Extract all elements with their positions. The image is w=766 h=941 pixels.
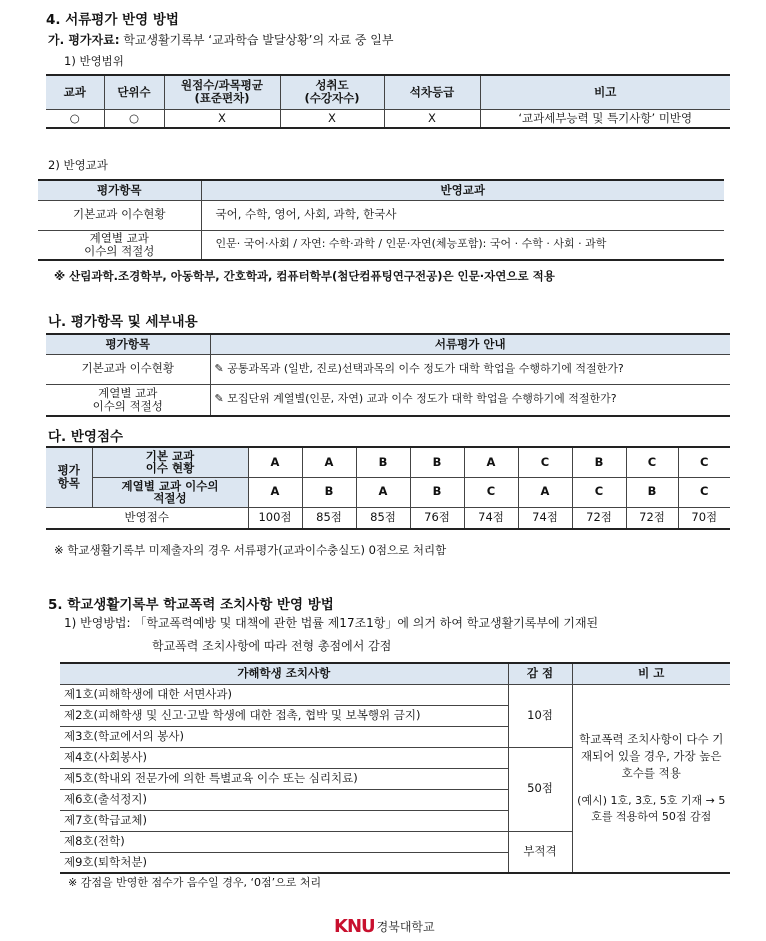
grade-cell: A (464, 447, 518, 477)
subject-item: 기본교과 이수현황 (38, 200, 201, 230)
violence-table (60, 662, 730, 874)
criteria-row (46, 384, 730, 416)
score-cell: 74점 (464, 507, 518, 529)
grade-cell: B (626, 477, 678, 507)
grade-cell: B (410, 477, 464, 507)
score-cell: 72점 (572, 507, 626, 529)
subject-content: 인문· 국어·사회 / 자연: 수학·과학 / 인문·자연(체능포함): 국어 · 수학 · 사회 · 과학 (201, 230, 724, 260)
violence-row (60, 684, 730, 705)
grade-cell: B (356, 447, 410, 477)
range-header-cell: 석차등급 (384, 75, 480, 109)
score-note: ※ 학교생활기록부 미제출자의 경우 서류평가(교과이수충실도) 0점으로 처리함 (54, 543, 447, 557)
subject-header-cell: 평가항목 (38, 180, 201, 200)
measure-item: 제3호(학교에서의 봉사) (60, 726, 508, 747)
criteria-table (46, 333, 730, 417)
violence-table-header (60, 663, 730, 684)
violence-header-cell: 가해학생 조치사항 (60, 663, 508, 684)
subject-header-cell: 반영교과 (201, 180, 724, 200)
range-header-cell: 교과 (46, 75, 104, 109)
eval-item-group-label: 평가 항목 (46, 447, 92, 507)
eval-material-label: 가. 평가자료: (48, 33, 120, 47)
violence-header-cell: 비 고 (572, 663, 730, 684)
method-line-2: 학교폭력 조치사항에 따라 전형 총점에서 감점 (152, 639, 392, 653)
score-cell: 76점 (410, 507, 464, 529)
violence-note: ※ 감점을 반영한 점수가 음수일 경우, ‘0점’으로 처리 (68, 876, 322, 889)
remark-example: (예시) 1호, 3호, 5호 기재 → 5호를 적용하여 50점 감점 (577, 794, 726, 824)
criteria-header (46, 334, 730, 354)
grade-cell: C (678, 447, 730, 477)
range-header-cell: 비고 (480, 75, 730, 109)
score-cell: 72점 (626, 507, 678, 529)
measure-item: 제4호(사회봉사) (60, 747, 508, 768)
logo-mark: KNU (334, 916, 375, 937)
subject-row (38, 230, 724, 260)
da-title: 다. 반영점수 (48, 429, 124, 445)
basic-row-label: 기본 교과 이수 현황 (92, 447, 248, 477)
subject-table (38, 179, 724, 261)
eval-material-line (48, 31, 393, 48)
range-table (46, 74, 730, 129)
measure-item: 제5호(학내외 전문가에 의한 특별교육 이수 또는 심리치료) (60, 768, 508, 789)
measure-item: 제6호(출석정지) (60, 789, 508, 810)
criteria-item: 계열별 교과 이수의 적절성 (46, 384, 210, 416)
measure-item: 제2호(피해학생 및 신고·고발 학생에 대한 접촉, 협박 및 보복행위 금지) (60, 705, 508, 726)
range-cell: ○ (104, 109, 164, 128)
criteria-header-cell: 평가항목 (46, 334, 210, 354)
grade-cell: C (626, 447, 678, 477)
university-logo (334, 916, 435, 937)
range-cell: ‘교과세부능력 및 특기사항’ 미반영 (480, 109, 730, 128)
grade-cell: B (572, 447, 626, 477)
grade-cell: A (248, 447, 302, 477)
subject-table-header (38, 180, 724, 200)
range-table-row (46, 109, 730, 128)
score-cell: 85점 (356, 507, 410, 529)
subject-row (38, 200, 724, 230)
range-cell: X (384, 109, 480, 128)
logo-text: 경북대학교 (376, 920, 435, 934)
section-4-title: 4. 서류평가 반영 방법 (46, 12, 179, 28)
grade-cell: C (464, 477, 518, 507)
measure-item: 제1호(피해학생에 대한 서면사과) (60, 684, 508, 705)
remark-cell (572, 684, 730, 873)
range-cell: X (164, 109, 280, 128)
range-table-header (46, 75, 730, 109)
grade-cell: B (302, 477, 356, 507)
score-cell: 70점 (678, 507, 730, 529)
subject-label: 2) 반영교과 (48, 158, 108, 172)
method-line-1: 1) 반영방법: 「학교폭력예방 및 대책에 관한 법률 제17조1항」에 의거 하여 학교생활기록부에 기재된 (64, 616, 599, 630)
deduction-cell: 부적격 (508, 831, 572, 873)
grade-cell: A (302, 447, 356, 477)
score-row-points (46, 507, 730, 529)
measure-item: 제7호(학급교체) (60, 810, 508, 831)
score-cell: 100점 (248, 507, 302, 529)
score-cell: 85점 (302, 507, 356, 529)
na-title: 나. 평가항목 및 세부내용 (48, 314, 198, 330)
grade-cell: A (518, 477, 572, 507)
deduction-cell: 50점 (508, 747, 572, 831)
remark-text: 학교폭력 조치사항이 다수 기재되어 있을 경우, 가장 높은 호수를 적용 (579, 732, 724, 780)
subject-item: 계열별 교과 이수의 적절성 (38, 230, 201, 260)
range-header-cell: 단위수 (104, 75, 164, 109)
criteria-row (46, 354, 730, 384)
criteria-guide: ✎ 공통과목과 (일반, 진로)선택과목의 이수 정도가 대학 학업을 수행하기에 적절한가? (210, 354, 730, 384)
section-5-title: 5. 학교생활기록부 학교폭력 조치사항 반영 방법 (48, 597, 334, 613)
score-row-label: 반영점수 (46, 507, 248, 529)
grade-cell: A (356, 477, 410, 507)
score-row-track (46, 477, 730, 507)
violence-header-cell: 감 점 (508, 663, 572, 684)
deduction-cell: 10점 (508, 684, 572, 747)
grade-cell: C (678, 477, 730, 507)
subject-content: 국어, 수학, 영어, 사회, 과학, 한국사 (201, 200, 724, 230)
range-label: 1) 반영범위 (64, 54, 124, 68)
grade-cell: C (572, 477, 626, 507)
range-header-cell: 성취도 (수강자수) (280, 75, 384, 109)
eval-material-text: 학교생활기록부 ‘교과학습 발달상황’의 자료 중 일부 (119, 33, 394, 47)
score-cell: 74점 (518, 507, 572, 529)
criteria-header-cell: 서류평가 안내 (210, 334, 730, 354)
score-row-basic (46, 447, 730, 477)
criteria-guide: ✎ 모집단위 계열별(인문, 자연) 교과 이수 정도가 대학 학업을 수행하기에 적절한가? (210, 384, 730, 416)
range-cell: X (280, 109, 384, 128)
score-table (46, 446, 730, 530)
subject-note: ※ 산림과학.조경학부, 아동학부, 간호학과, 컴퓨터학부(첨단컴퓨팅연구전공)은 인문·자연으로 적용 (54, 269, 555, 283)
track-row-label: 계열별 교과 이수의 적절성 (92, 477, 248, 507)
grade-cell: B (410, 447, 464, 477)
grade-cell: C (518, 447, 572, 477)
grade-cell: A (248, 477, 302, 507)
range-header-cell: 원점수/과목평균 (표준편차) (164, 75, 280, 109)
measure-item: 제9호(퇴학처분) (60, 852, 508, 873)
measure-item: 제8호(전학) (60, 831, 508, 852)
criteria-item: 기본교과 이수현황 (46, 354, 210, 384)
range-cell: ○ (46, 109, 104, 128)
